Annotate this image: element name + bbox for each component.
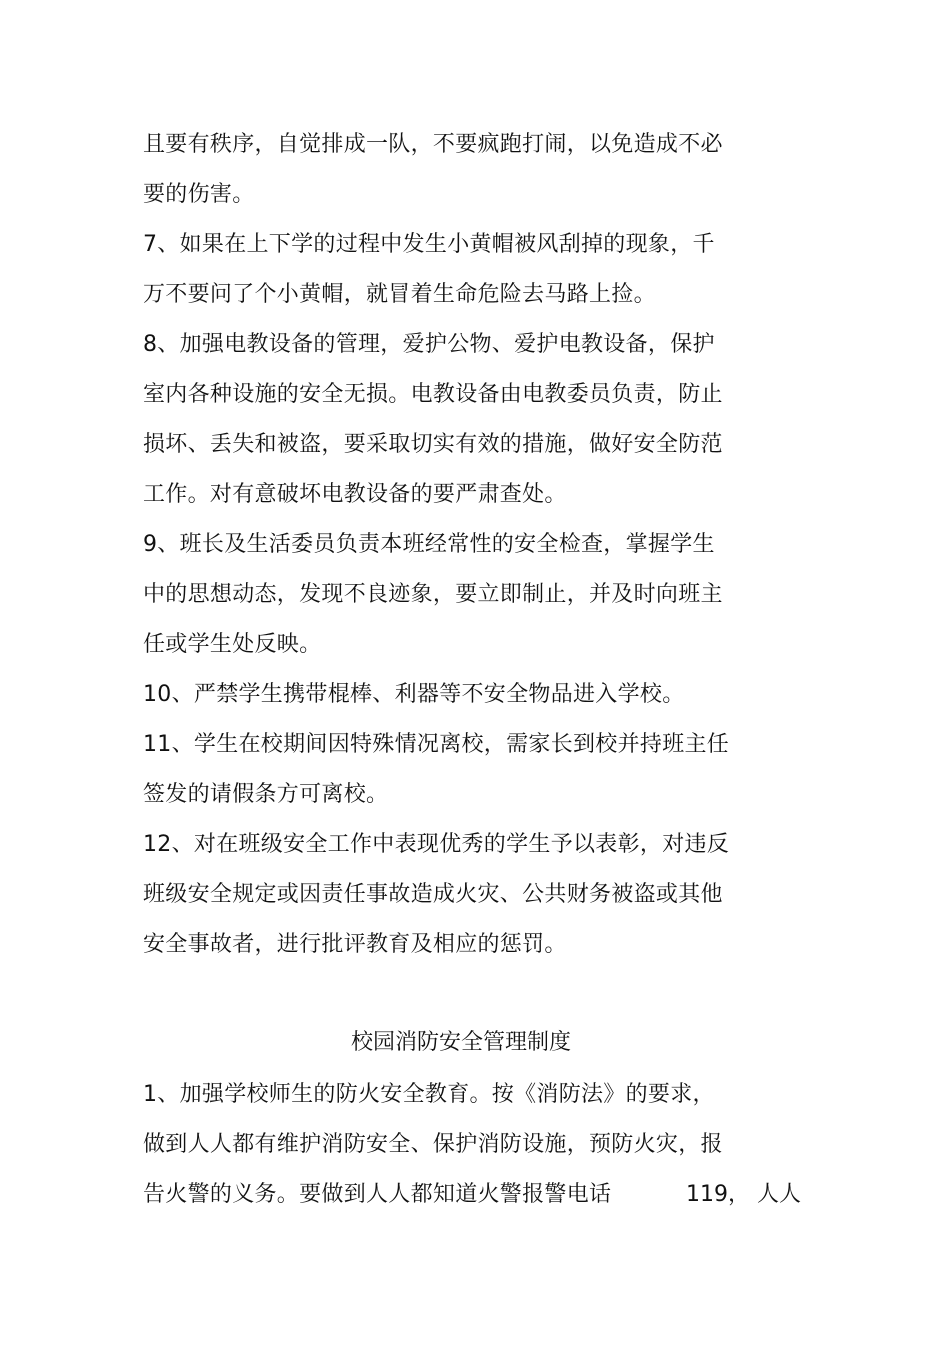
- text-line: 8、加强电教设备的管理，爱护公物、爱护电教设备，保护: [143, 332, 715, 357]
- text-line: 损坏、丢失和被盗，要采取切实有效的措施，做好安全防范: [143, 432, 723, 457]
- text-line: 班级安全规定或因责任事故造成火灾、公共财务被盗或其他: [143, 882, 723, 907]
- text-line: 安全事故者，进行批评教育及相应的惩罚。: [143, 932, 567, 957]
- text-line: 中的思想动态，发现不良迹象，要立即制止，并及时向班主: [143, 582, 723, 607]
- text-line: 室内各种设施的安全无损。电教设备由电教委员负责，防止: [143, 382, 723, 407]
- text-line: 工作。对有意破坏电教设备的要严肃查处。: [143, 482, 567, 507]
- text-line: 1、加强学校师生的防火安全教育。按《消防法》的要求，: [143, 1082, 715, 1107]
- text-line: 要的伤害。: [143, 182, 255, 207]
- text-line: 任或学生处反映。: [143, 632, 322, 657]
- text-line-tail: 119， 人人: [686, 1182, 801, 1207]
- text-line: 10、严禁学生携带棍棒、利器等不安全物品进入学校。: [143, 682, 685, 707]
- text-line: 万不要问了个小黄帽，就冒着生命危险去马路上捡。: [143, 282, 656, 307]
- text-line: 告火警的义务。要做到人人都知道火警报警电话: [143, 1182, 612, 1207]
- text-line: 且要有秩序，自觉排成一队，不要疯跑打闹，以免造成不必: [143, 132, 723, 157]
- section-title: 校园消防安全管理制度: [350, 1030, 571, 1055]
- text-line: 签发的请假条方可离校。: [143, 782, 389, 807]
- text-line: 12、对在班级安全工作中表现优秀的学生予以表彰，对违反: [143, 832, 730, 857]
- text-line: 11、学生在校期间因特殊情况离校，需家长到校并持班主任: [143, 732, 730, 757]
- text-line: 9、班长及生活委员负责本班经常性的安全检查，掌握学生: [143, 532, 715, 557]
- text-line: 做到人人都有维护消防安全、保护消防设施，预防火灾，报: [143, 1132, 723, 1157]
- text-line: 7、如果在上下学的过程中发生小黄帽被风刮掉的现象，千: [143, 232, 715, 257]
